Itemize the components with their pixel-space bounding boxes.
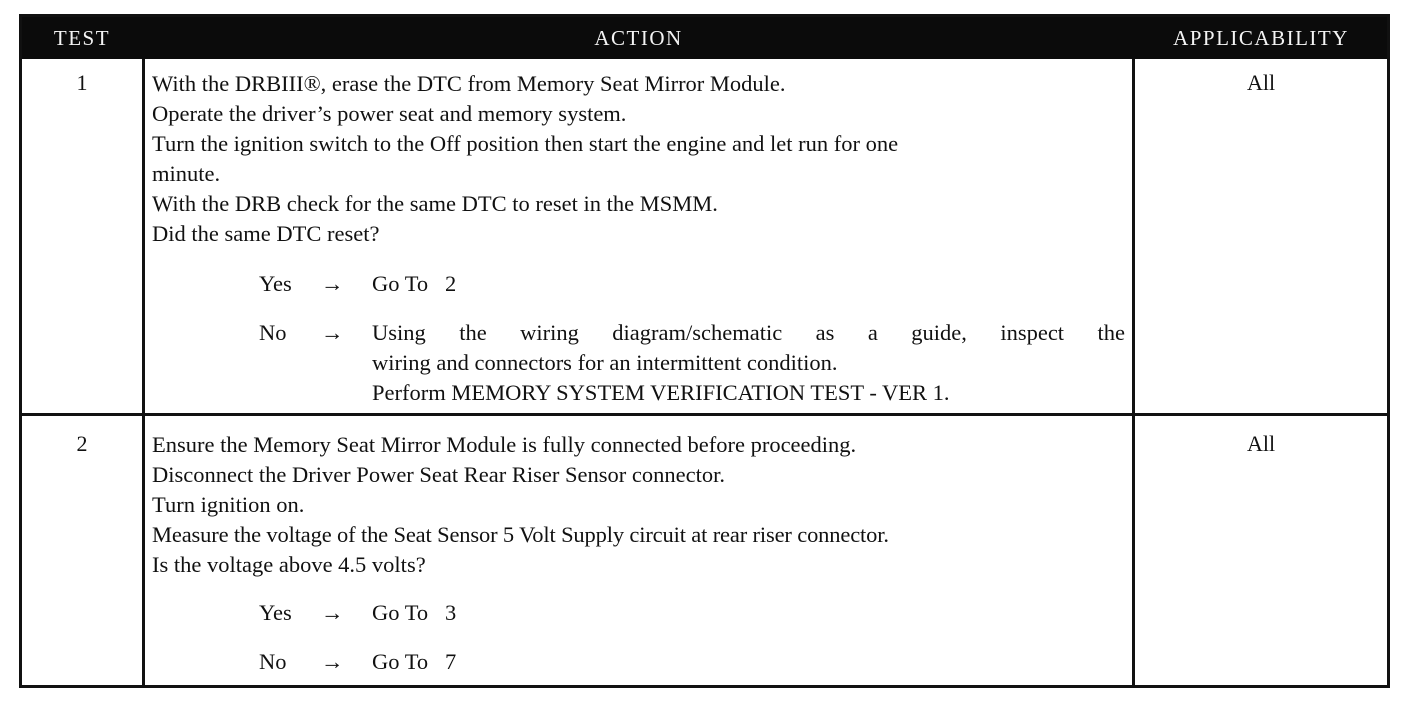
instruction-line: Turn the ignition switch to the Off position then start the engine and let run for one — [152, 131, 899, 156]
column-divider — [1132, 59, 1135, 685]
response-label: No — [259, 320, 287, 345]
instruction-line: With the DRB check for the same DTC to reset in the MSMM. — [152, 191, 718, 216]
instruction-line: Measure the voltage of the Seat Sensor 5 Volt Supply circuit at rear riser connector. — [152, 522, 889, 547]
instruction-line: Turn ignition on. — [152, 492, 305, 517]
response-label: Yes — [259, 600, 292, 625]
applicability-value: All — [1246, 431, 1276, 456]
arrow-icon: → — [321, 600, 344, 625]
response-text: Go To 2 — [372, 271, 457, 296]
instruction-line: minute. — [152, 161, 221, 186]
instruction-line: Disconnect the Driver Power Seat Rear Riser Sensor connector. — [152, 462, 725, 487]
arrow-icon: → — [321, 320, 344, 345]
header-test: TEST — [53, 26, 111, 50]
arrow-icon: → — [321, 271, 344, 296]
response-text: Go To 7 — [372, 649, 457, 674]
instruction-line: Did the same DTC reset? — [152, 221, 380, 246]
table-header — [22, 17, 1387, 59]
instruction-line: Is the voltage above 4.5 volts? — [152, 552, 426, 577]
response-text: Go To 3 — [372, 600, 457, 625]
test-number: 2 — [76, 431, 88, 456]
test-number: 1 — [76, 70, 88, 95]
diagnostic-test-table — [19, 14, 1390, 688]
response-text: Using the wiring diagram/schematic as a guide, inspect the wiring and connectors for an intermittent condition. Perform MEMORY SYSTEM VERIFICATION TEST - VER 1. — [372, 320, 1125, 405]
instruction-line: Ensure the Memory Seat Mirror Module is fully connected before proceeding. — [152, 432, 857, 457]
response-label: No — [259, 649, 287, 674]
instruction-line: Operate the driver’s power seat and memory system. — [152, 101, 627, 126]
column-divider — [142, 59, 145, 685]
instruction-line: With the DRBIII®, erase the DTC from Memory Seat Mirror Module. — [152, 71, 786, 96]
header-applicability: APPLICABILITY — [1173, 26, 1349, 50]
action-instructions — [152, 69, 1127, 249]
row-divider — [22, 413, 1387, 416]
applicability-value: All — [1246, 70, 1276, 95]
header-action: ACTION — [594, 26, 683, 50]
action-instructions — [152, 430, 1127, 580]
response-label: Yes — [259, 271, 292, 296]
arrow-icon: → — [321, 649, 344, 674]
